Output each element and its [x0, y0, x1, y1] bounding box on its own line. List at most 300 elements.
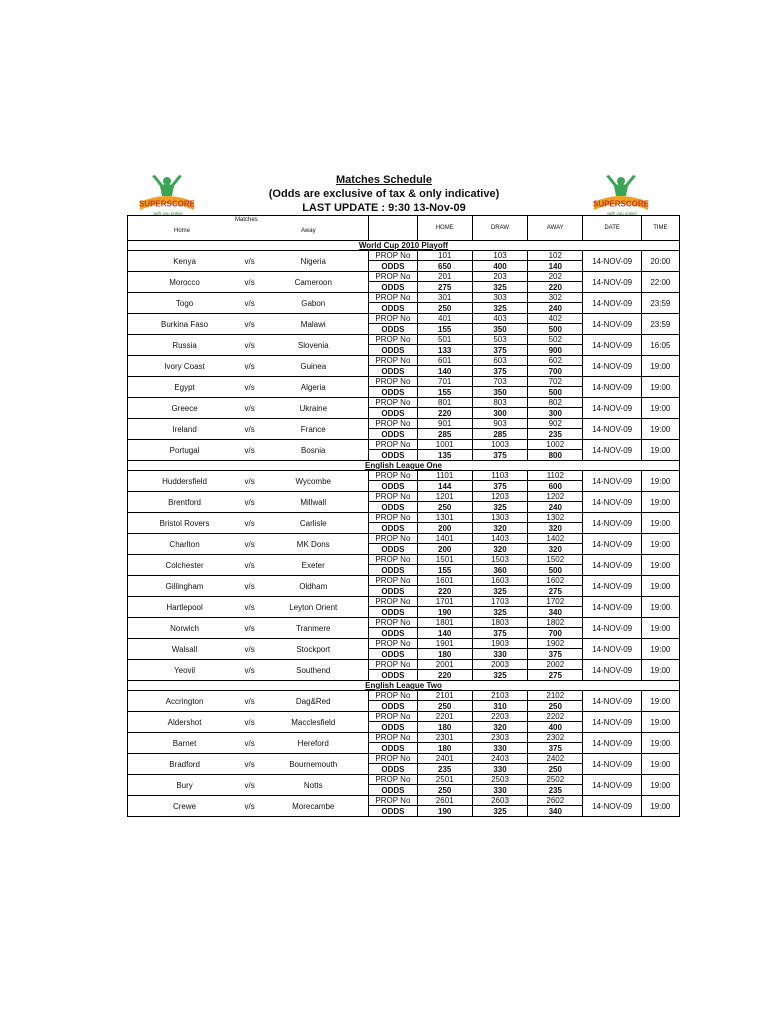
- odds-label: ODDS: [369, 450, 417, 461]
- prop-number: 2501: [417, 775, 472, 785]
- vs-label: v/s: [241, 576, 258, 597]
- away-team: Tranmere: [258, 618, 369, 639]
- away-team: Morecambe: [258, 796, 369, 817]
- prop-number: 2503: [472, 775, 527, 785]
- match-row: [128, 534, 680, 544]
- prop-label: PROP No: [369, 660, 417, 670]
- prop-number: 1702: [528, 597, 583, 607]
- odds-value: 375: [472, 366, 527, 377]
- odds-value: 180: [417, 649, 472, 660]
- vs-label: v/s: [241, 440, 258, 461]
- odds-value: 350: [472, 324, 527, 335]
- match-date: 14-NOV-09: [583, 471, 641, 492]
- home-team: Morocco: [128, 272, 242, 293]
- match-date: 14-NOV-09: [583, 293, 641, 314]
- prop-label: PROP No: [369, 398, 417, 408]
- odds-label: ODDS: [369, 607, 417, 618]
- prop-label: PROP No: [369, 272, 417, 282]
- away-team: Slovenia: [258, 335, 369, 356]
- odds-value: 300: [528, 408, 583, 419]
- match-row: [128, 356, 680, 366]
- prop-number: 1002: [528, 440, 583, 450]
- prop-number: 503: [472, 335, 527, 345]
- prop-number: 702: [528, 377, 583, 387]
- superscore-logo: [592, 172, 650, 216]
- match-date: 14-NOV-09: [583, 314, 641, 335]
- vs-label: v/s: [241, 775, 258, 796]
- match-row: [128, 419, 680, 429]
- home-team: Portugal: [128, 440, 242, 461]
- home-team: Huddersfield: [128, 471, 242, 492]
- section-title: English League One: [128, 461, 680, 471]
- vs-label: v/s: [241, 691, 258, 712]
- match-time: 19:00: [641, 356, 679, 377]
- match-time: 19:00: [641, 733, 679, 754]
- odds-value: 320: [528, 544, 583, 555]
- match-date: 14-NOV-09: [583, 555, 641, 576]
- last-update: LAST UPDATE : 9:30 13-Nov-09: [302, 202, 466, 214]
- section-header-row: [128, 241, 680, 251]
- prop-number: 1301: [417, 513, 472, 523]
- odds-value: 140: [417, 628, 472, 639]
- odds-value: 275: [417, 282, 472, 293]
- odds-value: 325: [472, 806, 527, 817]
- vs-label: v/s: [241, 712, 258, 733]
- odds-value: 300: [472, 408, 527, 419]
- away-team: Bosnia: [258, 440, 369, 461]
- match-row: [128, 314, 680, 324]
- match-time: 22:00: [641, 272, 679, 293]
- prop-number: 2301: [417, 733, 472, 743]
- match-row: [128, 618, 680, 628]
- prop-number: 2303: [472, 733, 527, 743]
- prop-number: 2603: [472, 796, 527, 806]
- odds-label: ODDS: [369, 806, 417, 817]
- odds-value: 375: [472, 345, 527, 356]
- odds-value: 650: [417, 261, 472, 272]
- match-time: 19:00: [641, 796, 679, 817]
- prop-number: 1202: [528, 492, 583, 502]
- prop-number: 2201: [417, 712, 472, 722]
- match-time: 23:59: [641, 314, 679, 335]
- prop-number: 1803: [472, 618, 527, 628]
- prop-number: 1401: [417, 534, 472, 544]
- home-team: Hartlepool: [128, 597, 242, 618]
- match-row: [128, 691, 680, 701]
- odds-label: ODDS: [369, 282, 417, 293]
- away-team: Notts: [258, 775, 369, 796]
- home-team: Colchester: [128, 555, 242, 576]
- prop-number: 1003: [472, 440, 527, 450]
- vs-label: v/s: [241, 335, 258, 356]
- match-time: 19:00: [641, 398, 679, 419]
- prop-label: PROP No: [369, 733, 417, 743]
- section-title: World Cup 2010 Playoff: [128, 241, 680, 251]
- prop-number: 1701: [417, 597, 472, 607]
- match-row: [128, 712, 680, 722]
- odds-value: 200: [417, 523, 472, 534]
- home-team: Ireland: [128, 419, 242, 440]
- section-header-row: [128, 461, 680, 471]
- match-date: 14-NOV-09: [583, 398, 641, 419]
- odds-value: 325: [472, 586, 527, 597]
- match-time: 23:59: [641, 293, 679, 314]
- home-team: Russia: [128, 335, 242, 356]
- odds-value: 320: [472, 544, 527, 555]
- prop-number: 1302: [528, 513, 583, 523]
- odds-value: 375: [528, 649, 583, 660]
- odds-value: 500: [528, 565, 583, 576]
- odds-value: 190: [417, 607, 472, 618]
- odds-value: 325: [472, 282, 527, 293]
- match-row: [128, 639, 680, 649]
- vs-label: v/s: [241, 733, 258, 754]
- home-team: Yeovil: [128, 660, 242, 681]
- odds-label: ODDS: [369, 408, 417, 419]
- prop-number: 2003: [472, 660, 527, 670]
- odds-value: 320: [528, 523, 583, 534]
- match-row: [128, 513, 680, 523]
- prop-number: 101: [417, 251, 472, 261]
- odds-value: 375: [472, 450, 527, 461]
- prop-number: 2002: [528, 660, 583, 670]
- match-row: [128, 471, 680, 481]
- home-team: Greece: [128, 398, 242, 419]
- prop-label: PROP No: [369, 796, 417, 806]
- vs-label: v/s: [241, 492, 258, 513]
- prop-label: PROP No: [369, 754, 417, 764]
- match-date: 14-NOV-09: [583, 419, 641, 440]
- away-team: Ukraine: [258, 398, 369, 419]
- match-row: [128, 335, 680, 345]
- odds-value: 330: [472, 743, 527, 754]
- odds-value: 250: [528, 701, 583, 712]
- prop-number: 2601: [417, 796, 472, 806]
- odds-value: 155: [417, 324, 472, 335]
- away-team: Bournemouth: [258, 754, 369, 775]
- match-row: [128, 754, 680, 764]
- odds-label: ODDS: [369, 722, 417, 733]
- match-time: 19:00: [641, 492, 679, 513]
- odds-value: 285: [472, 429, 527, 440]
- vs-label: v/s: [241, 377, 258, 398]
- prop-number: 801: [417, 398, 472, 408]
- match-row: [128, 272, 680, 282]
- prop-number: 2402: [528, 754, 583, 764]
- prop-number: 602: [528, 356, 583, 366]
- prop-label: PROP No: [369, 335, 417, 345]
- odds-value: 325: [472, 670, 527, 681]
- away-team: Stockport: [258, 639, 369, 660]
- odds-label: ODDS: [369, 586, 417, 597]
- away-team: Wycombe: [258, 471, 369, 492]
- odds-label: ODDS: [369, 628, 417, 639]
- svg-text:with you online: with you online: [607, 211, 637, 216]
- odds-value: 700: [528, 366, 583, 377]
- match-date: 14-NOV-09: [583, 251, 641, 272]
- odds-value: 325: [472, 607, 527, 618]
- home-team: Norwich: [128, 618, 242, 639]
- odds-value: 500: [528, 387, 583, 398]
- matches-table: [127, 215, 680, 817]
- odds-value: 250: [417, 785, 472, 796]
- away-team: Algeria: [258, 377, 369, 398]
- odds-value: 220: [417, 408, 472, 419]
- home-team: Bury: [128, 775, 242, 796]
- home-team: Burkina Faso: [128, 314, 242, 335]
- prop-label: PROP No: [369, 712, 417, 722]
- vs-label: v/s: [241, 314, 258, 335]
- odds-value: 400: [528, 722, 583, 733]
- prop-number: 1001: [417, 440, 472, 450]
- prop-number: 103: [472, 251, 527, 261]
- odds-value: 250: [528, 764, 583, 775]
- prop-label: PROP No: [369, 471, 417, 481]
- vs-label: v/s: [241, 796, 258, 817]
- match-date: 14-NOV-09: [583, 597, 641, 618]
- match-date: 14-NOV-09: [583, 576, 641, 597]
- match-time: 19:00: [641, 618, 679, 639]
- match-time: 19:00: [641, 754, 679, 775]
- odds-label: ODDS: [369, 785, 417, 796]
- home-team: Egypt: [128, 377, 242, 398]
- match-row: [128, 775, 680, 785]
- prop-number: 2403: [472, 754, 527, 764]
- document-header: [200, 174, 568, 215]
- vs-label: v/s: [241, 398, 258, 419]
- away-team: Macclesfield: [258, 712, 369, 733]
- odds-label: ODDS: [369, 429, 417, 440]
- match-time: 19:00: [641, 555, 679, 576]
- prop-number: 2102: [528, 691, 583, 701]
- prop-number: 1503: [472, 555, 527, 565]
- matches-label: Matches: [235, 217, 258, 223]
- odds-label: ODDS: [369, 261, 417, 272]
- odds-value: 320: [472, 722, 527, 733]
- odds-label: ODDS: [369, 743, 417, 754]
- match-date: 14-NOV-09: [583, 335, 641, 356]
- section-title: English League Two: [128, 681, 680, 691]
- odds-value: 235: [417, 764, 472, 775]
- prop-number: 1101: [417, 471, 472, 481]
- page-subtitle: (Odds are exclusive of tax & only indicative): [268, 188, 500, 200]
- prop-number: 603: [472, 356, 527, 366]
- prop-number: 1303: [472, 513, 527, 523]
- odds-value: 144: [417, 481, 472, 492]
- odds-value: 135: [417, 450, 472, 461]
- table-header-row: [128, 216, 680, 241]
- prop-number: 303: [472, 293, 527, 303]
- odds-value: 330: [472, 785, 527, 796]
- prop-number: 1501: [417, 555, 472, 565]
- superscore-logo: [138, 172, 196, 216]
- prop-number: 802: [528, 398, 583, 408]
- away-team: MK Dons: [258, 534, 369, 555]
- prop-label: PROP No: [369, 576, 417, 586]
- match-date: 14-NOV-09: [583, 691, 641, 712]
- away-team: Guinea: [258, 356, 369, 377]
- odds-value: 320: [472, 523, 527, 534]
- prop-number: 301: [417, 293, 472, 303]
- odds-value: 140: [528, 261, 583, 272]
- prop-number: 402: [528, 314, 583, 324]
- prop-number: 2401: [417, 754, 472, 764]
- match-row: [128, 377, 680, 387]
- odds-label: ODDS: [369, 544, 417, 555]
- prop-label: PROP No: [369, 618, 417, 628]
- prop-number: 201: [417, 272, 472, 282]
- prop-number: 1403: [472, 534, 527, 544]
- match-time: 19:00: [641, 775, 679, 796]
- odds-label: ODDS: [369, 481, 417, 492]
- odds-value: 200: [417, 544, 472, 555]
- odds-label: ODDS: [369, 565, 417, 576]
- home-team: Barnet: [128, 733, 242, 754]
- prop-number: 401: [417, 314, 472, 324]
- match-date: 14-NOV-09: [583, 754, 641, 775]
- odds-label: ODDS: [369, 502, 417, 513]
- prop-number: 1502: [528, 555, 583, 565]
- vs-label: v/s: [241, 597, 258, 618]
- away-team: Dag&Red: [258, 691, 369, 712]
- prop-label: PROP No: [369, 534, 417, 544]
- prop-number: 1201: [417, 492, 472, 502]
- odds-value: 240: [528, 303, 583, 314]
- prop-number: 1402: [528, 534, 583, 544]
- match-date: 14-NOV-09: [583, 377, 641, 398]
- vs-label: v/s: [241, 555, 258, 576]
- prop-label: PROP No: [369, 251, 417, 261]
- prop-number: 403: [472, 314, 527, 324]
- prop-number: 902: [528, 419, 583, 429]
- odds-value: 190: [417, 806, 472, 817]
- prop-number: 901: [417, 419, 472, 429]
- away-team: Nigeria: [258, 251, 369, 272]
- prop-number: 203: [472, 272, 527, 282]
- draw-header: DRAW: [472, 216, 527, 241]
- home-team: Walsall: [128, 639, 242, 660]
- away-team: Malawi: [258, 314, 369, 335]
- odds-value: 330: [472, 649, 527, 660]
- prop-number: 2202: [528, 712, 583, 722]
- match-row: [128, 733, 680, 743]
- prop-number: 803: [472, 398, 527, 408]
- odds-value: 140: [417, 366, 472, 377]
- odds-value: 375: [528, 743, 583, 754]
- date-header: DATE: [583, 216, 641, 241]
- prop-number: 2302: [528, 733, 583, 743]
- odds-value: 250: [417, 303, 472, 314]
- odds-value: 220: [528, 282, 583, 293]
- prop-label: PROP No: [369, 597, 417, 607]
- match-time: 19:00: [641, 691, 679, 712]
- match-time: 19:00: [641, 419, 679, 440]
- away-team: Millwall: [258, 492, 369, 513]
- away-team: France: [258, 419, 369, 440]
- odds-value: 155: [417, 387, 472, 398]
- odds-label: ODDS: [369, 649, 417, 660]
- match-time: 16:05: [641, 335, 679, 356]
- match-row: [128, 251, 680, 261]
- odds-label: ODDS: [369, 670, 417, 681]
- odds-value: 340: [528, 806, 583, 817]
- vs-label: v/s: [241, 534, 258, 555]
- match-date: 14-NOV-09: [583, 733, 641, 754]
- match-row: [128, 660, 680, 670]
- odds-value: 500: [528, 324, 583, 335]
- prop-number: 1601: [417, 576, 472, 586]
- away-team: Gabon: [258, 293, 369, 314]
- prop-number: 2203: [472, 712, 527, 722]
- match-date: 14-NOV-09: [583, 775, 641, 796]
- prop-label: PROP No: [369, 314, 417, 324]
- match-row: [128, 293, 680, 303]
- match-row: [128, 576, 680, 586]
- odds-value: 250: [417, 502, 472, 513]
- prop-number: 903: [472, 419, 527, 429]
- prop-label: PROP No: [369, 691, 417, 701]
- odds-value: 360: [472, 565, 527, 576]
- prop-number: 1103: [472, 471, 527, 481]
- match-time: 19:00: [641, 660, 679, 681]
- prop-number: 2502: [528, 775, 583, 785]
- prop-number: 2101: [417, 691, 472, 701]
- vs-label: v/s: [241, 618, 258, 639]
- prop-number: 701: [417, 377, 472, 387]
- home-team: Bradford: [128, 754, 242, 775]
- prop-number: 1801: [417, 618, 472, 628]
- prop-number: 202: [528, 272, 583, 282]
- odds-value: 325: [472, 502, 527, 513]
- odds-value: 800: [528, 450, 583, 461]
- match-time: 19:00: [641, 440, 679, 461]
- odds-value: 310: [472, 701, 527, 712]
- match-time: 19:00: [641, 639, 679, 660]
- prop-number: 1703: [472, 597, 527, 607]
- prop-number: 2602: [528, 796, 583, 806]
- match-date: 14-NOV-09: [583, 440, 641, 461]
- odds-value: 235: [528, 429, 583, 440]
- odds-value: 350: [472, 387, 527, 398]
- home-team: Ivory Coast: [128, 356, 242, 377]
- match-row: [128, 796, 680, 806]
- page-title: Matches Schedule: [336, 174, 432, 186]
- odds-value: 400: [472, 261, 527, 272]
- odds-value: 285: [417, 429, 472, 440]
- home-team: Togo: [128, 293, 242, 314]
- vs-label: v/s: [241, 660, 258, 681]
- odds-value: 133: [417, 345, 472, 356]
- match-time: 19:00: [641, 377, 679, 398]
- time-header: TIME: [641, 216, 679, 241]
- match-time: 19:00: [641, 471, 679, 492]
- prop-number: 703: [472, 377, 527, 387]
- home-team: Gillingham: [128, 576, 242, 597]
- prop-label: PROP No: [369, 293, 417, 303]
- away-team: Carlisle: [258, 513, 369, 534]
- home-team: Charlton: [128, 534, 242, 555]
- match-date: 14-NOV-09: [583, 356, 641, 377]
- svg-text:SUPERSCORE: SUPERSCORE: [592, 199, 650, 209]
- odds-value: 275: [528, 670, 583, 681]
- match-date: 14-NOV-09: [583, 660, 641, 681]
- match-date: 14-NOV-09: [583, 272, 641, 293]
- odds-label: ODDS: [369, 345, 417, 356]
- match-time: 19:00: [641, 534, 679, 555]
- prop-label: PROP No: [369, 356, 417, 366]
- odds-value: 220: [417, 586, 472, 597]
- odds-value: 275: [528, 586, 583, 597]
